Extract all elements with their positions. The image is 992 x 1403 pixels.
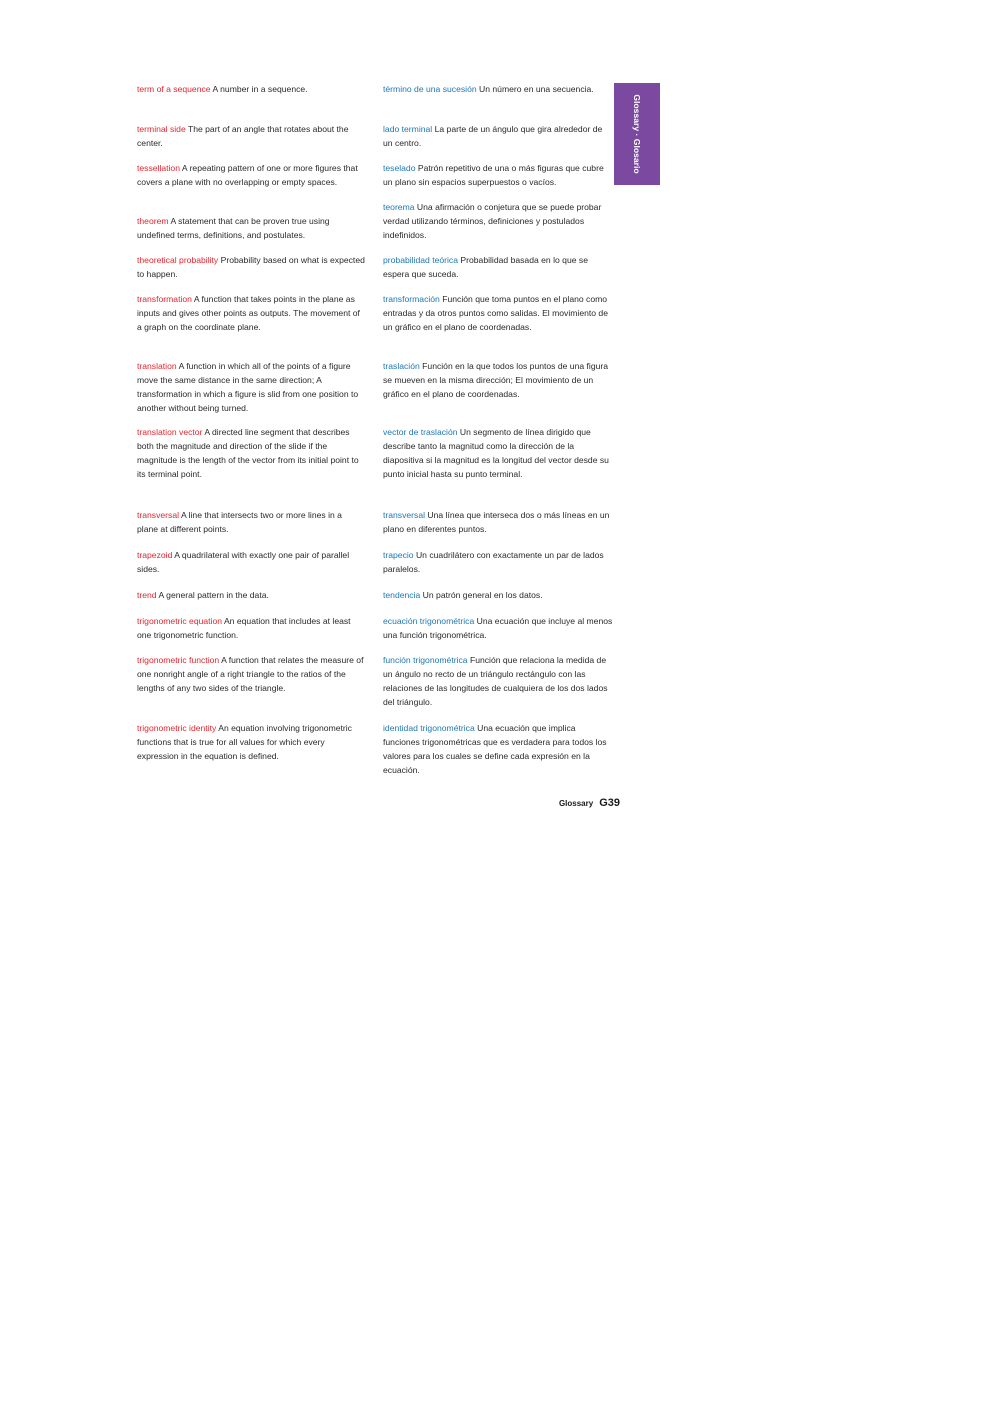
glossary-entry-es <box>383 508 613 536</box>
spanish-definition: Un patrón general en los datos. <box>422 590 543 600</box>
spanish-term: trapecio <box>383 550 414 560</box>
spanish-term: tendencia <box>383 590 421 600</box>
english-definition: Probability based on what is expected to happen. <box>137 255 365 279</box>
glossary-entry-en <box>137 508 365 536</box>
spanish-term: teorema <box>383 202 415 212</box>
spanish-definition: La parte de un ángulo que gira alrededor de un centro. <box>383 124 603 148</box>
glossary-side-tab <box>614 83 660 185</box>
english-term: trend <box>137 590 157 600</box>
english-definition: An equation that includes at least one trigonometric function. <box>137 616 351 640</box>
glossary-entry-es <box>383 425 613 481</box>
spanish-definition: Una línea que interseca dos o más líneas en un plano en diferentes puntos. <box>383 510 610 534</box>
glossary-entry-en <box>137 588 365 602</box>
footer-label: Glossary <box>558 799 594 808</box>
glossary-entry-es <box>383 292 613 334</box>
spanish-definition: Un número en una secuencia. <box>479 84 594 94</box>
glossary-entry-es <box>383 721 613 777</box>
english-term: trigonometric function <box>137 655 220 665</box>
english-definition: A function in which all of the points of a figure move the same distance in the same direction; A transformation in which a figure is slid from one position to another without being turned. <box>137 361 359 413</box>
spanish-term: ecuación trigonométrica <box>383 616 475 626</box>
english-term: translation <box>137 361 177 371</box>
side-tab-label: Glossary · Glosario <box>632 94 642 174</box>
spanish-term: transversal <box>383 510 426 520</box>
spanish-term: probabilidad teórica <box>383 255 459 265</box>
glossary-entry-en <box>137 653 365 695</box>
spanish-term: identidad trigonométrica <box>383 723 475 733</box>
spanish-term: transformación <box>383 294 440 304</box>
glossary-entry-es <box>383 253 613 281</box>
english-definition: A repeating pattern of one or more figures that covers a plane with no overlapping or empty spaces. <box>137 163 358 187</box>
page-footer <box>520 793 620 811</box>
spanish-term: teselado <box>383 163 416 173</box>
spanish-definition: Función en la que todos los puntos de una figura se mueven en la misma dirección; El movimiento de un gráfico en el plano de coordenadas. <box>383 361 609 399</box>
spanish-term: función trigonométrica <box>383 655 468 665</box>
spanish-definition: Una ecuación que implica funciones trigonométricas que es verdadera para todos los valores para los cuales se define cada expresión en la ecuación. <box>383 723 607 775</box>
spanish-definition: Patrón repetitivo de una o más figuras que cubre un plano sin espacios superpuestos o vacíos. <box>383 163 604 187</box>
spanish-definition: Función que toma puntos en el plano como entradas y da otros puntos como salidas. El movimiento de un gráfico en el plano de coordenadas. <box>383 294 608 332</box>
english-term: term of a sequence <box>137 84 211 94</box>
english-term: translation vector <box>137 427 203 437</box>
english-term: tessellation <box>137 163 180 173</box>
glossary-entry-en <box>137 614 365 642</box>
spanish-term: traslación <box>383 361 420 371</box>
english-definition: A directed line segment that describes both the magnitude and direction of the slide if the magnitude is the length of the vector from its initial point to its terminal point. <box>137 427 359 479</box>
english-definition: An equation involving trigonometric functions that is true for all values for which every expression in the equation is defined. <box>137 723 352 761</box>
glossary-entry-en <box>137 425 365 481</box>
english-term: trigonometric equation <box>137 616 223 626</box>
glossary-entry-en <box>137 721 365 763</box>
english-definition: A quadrilateral with exactly one pair of parallel sides. <box>137 550 350 574</box>
english-term: terminal side <box>137 124 186 134</box>
glossary-entry-es <box>383 359 613 401</box>
spanish-definition: Probabilidad basada en lo que se espera que suceda. <box>383 255 588 279</box>
english-definition: A function that relates the measure of one nonright angle of a right triangle to the ratios of the lengths of any two sides of the triangle. <box>137 655 364 693</box>
glossary-entry-es <box>383 82 613 96</box>
english-definition: A number in a sequence. <box>212 84 308 94</box>
english-definition: A general pattern in the data. <box>158 590 269 600</box>
spanish-term: lado terminal <box>383 124 433 134</box>
english-term: transversal <box>137 510 180 520</box>
english-term: transformation <box>137 294 192 304</box>
spanish-definition: Un cuadrilátero con exactamente un par de lados paralelos. <box>383 550 604 574</box>
english-definition: A line that intersects two or more lines in a plane at different points. <box>137 510 342 534</box>
english-term: trigonometric identity <box>137 723 217 733</box>
glossary-entry-en <box>137 548 365 576</box>
spanish-definition: Función que relaciona la medida de un ángulo no recto de un triángulo rectángulo con las relaciones de las longitudes de cualquiera de los dos lados del triángulo. <box>383 655 608 707</box>
english-term: theorem <box>137 216 169 226</box>
english-term: trapezoid <box>137 550 173 560</box>
glossary-entry-es <box>383 161 613 189</box>
spanish-definition: Una ecuación que incluye al menos una función trigonométrica. <box>383 616 613 640</box>
glossary-entry-en <box>137 253 365 281</box>
spanish-term: término de una sucesión <box>383 84 477 94</box>
glossary-entry-es <box>383 653 613 709</box>
glossary-entry-en <box>137 161 365 189</box>
glossary-entry-es <box>383 200 613 242</box>
glossary-entry-es <box>383 614 613 642</box>
glossary-entry-en <box>137 214 365 242</box>
english-definition: A function that takes points in the plane as inputs and gives other points as outputs. The movement of a graph on the coordinate plane. <box>137 294 360 332</box>
english-term: theoretical probability <box>137 255 219 265</box>
spanish-term: vector de traslación <box>383 427 458 437</box>
glossary-entry-es <box>383 122 613 150</box>
glossary-entry-es <box>383 588 613 602</box>
glossary-entry-en <box>137 292 365 334</box>
glossary-entry-en <box>137 122 365 150</box>
page-number: G39 <box>599 797 620 809</box>
glossary-entry-en <box>137 82 365 96</box>
spanish-definition: Una afirmación o conjetura que se puede probar verdad utilizando términos, definiciones y postulados indefinidos. <box>383 202 602 240</box>
spanish-definition: Un segmento de línea dirigido que describe tanto la magnitud como la dirección de la diapositiva si la magnitud es la longitud del vector desde su punto inicial hasta su punto terminal. <box>383 427 609 479</box>
glossary-entry-es <box>383 548 613 576</box>
english-definition: The part of an angle that rotates about the center. <box>137 124 349 148</box>
english-definition: A statement that can be proven true using undefined terms, definitions, and postulates. <box>137 216 330 240</box>
glossary-entry-en <box>137 359 365 415</box>
